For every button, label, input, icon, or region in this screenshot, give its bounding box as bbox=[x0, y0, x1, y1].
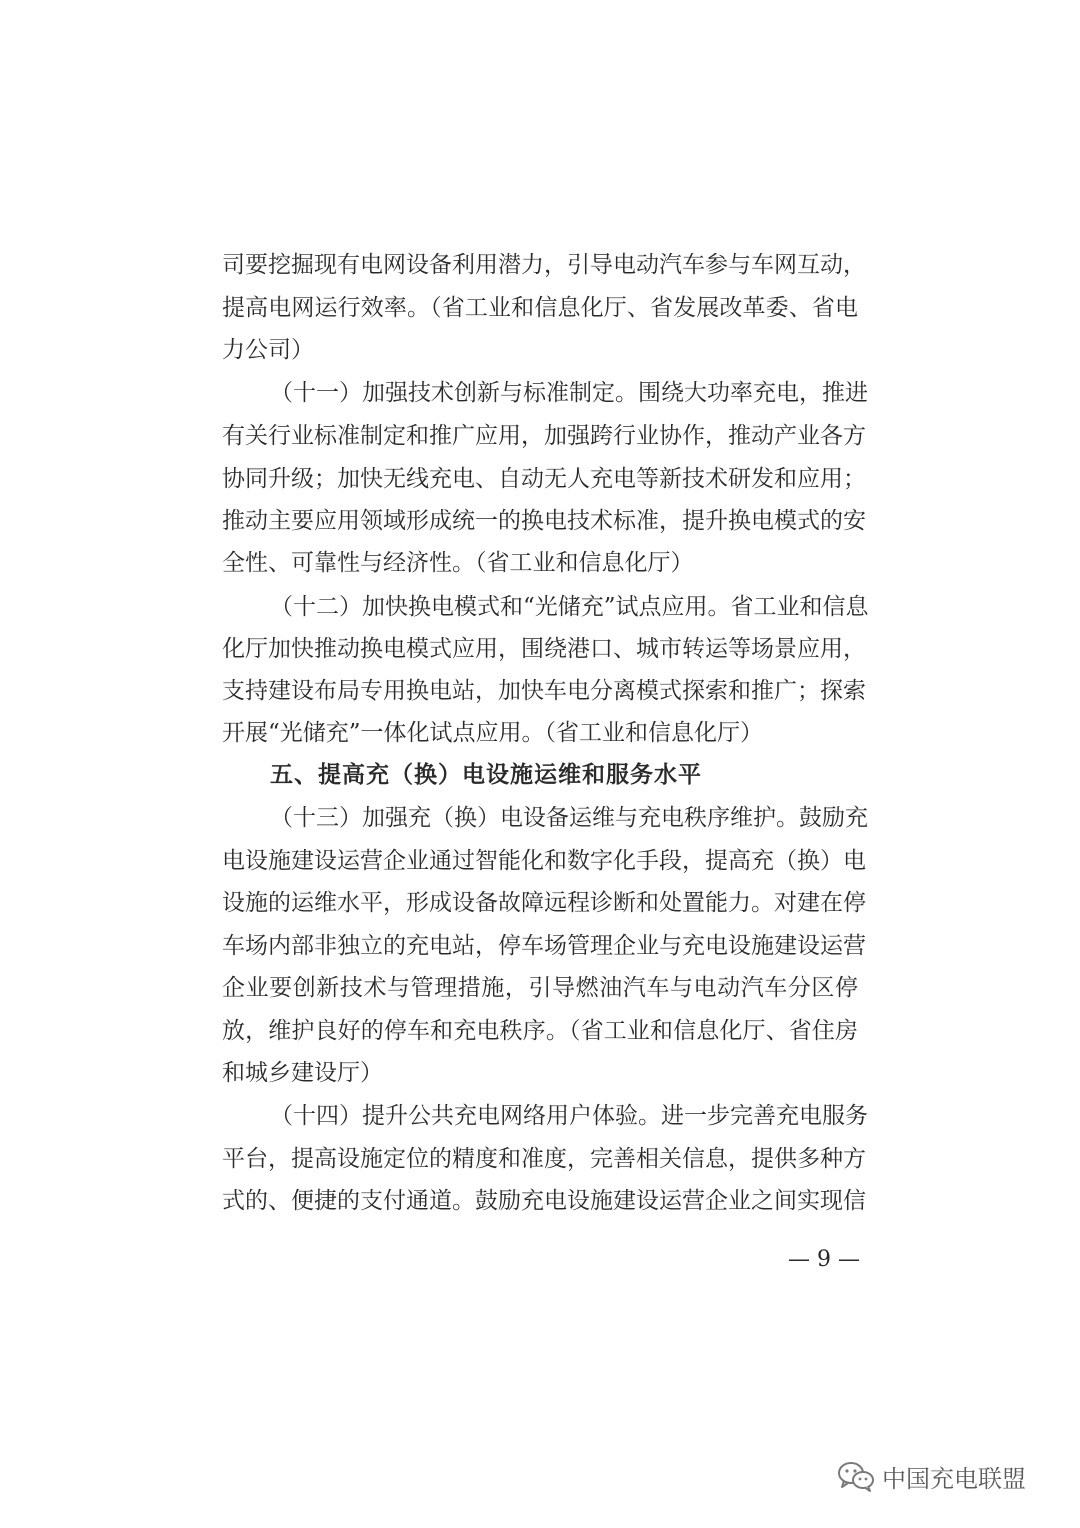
paragraph-line: 化厅加快推动换电模式应用，围绕港口、城市转运等场景应用， bbox=[222, 636, 866, 662]
paragraph-line: （十三）加强充（换）电设备运维与充电秩序维护。鼓励充 bbox=[270, 805, 868, 831]
wechat-icon bbox=[836, 1460, 876, 1492]
paragraph-line: 和城乡建设厅） bbox=[222, 1060, 383, 1086]
paragraph-line: 放，维护良好的停车和充电秩序。（省工业和信息化厅、省住房 bbox=[222, 1018, 858, 1044]
paragraph-line: 力公司） bbox=[222, 337, 314, 363]
paragraph-line: 企业要创新技术与管理措施，引导燃油汽车与电动汽车分区停 bbox=[222, 975, 858, 1001]
paragraph-line: 车场内部非独立的充电站，停车场管理企业与充电设施建设运营 bbox=[222, 933, 866, 959]
paragraph-line: 司要挖掘现有电网设备利用潜力，引导电动汽车参与车网互动， bbox=[222, 252, 866, 278]
paragraph-line: 全性、可靠性与经济性。（省工业和信息化厅） bbox=[222, 550, 694, 576]
paragraph-line: 设施的运维水平，形成设备故障远程诊断和处置能力。对建在停 bbox=[222, 890, 866, 916]
section-heading: 五、提高充（换）电设施运维和服务水平 bbox=[270, 762, 702, 788]
paragraph-line: （十一）加强技术创新与标准制定。围绕大功率充电，推进 bbox=[270, 380, 868, 406]
paragraph-line: 平台，提高设施定位的精度和准度，完善相关信息，提供多种方 bbox=[222, 1146, 866, 1172]
paragraph-line: 协同升级；加快无线充电、自动无人充电等新技术研发和应用； bbox=[222, 466, 866, 492]
watermark bbox=[836, 1454, 1026, 1498]
paragraph-line: 推动主要应用领域形成统一的换电技术标准，提升换电模式的安 bbox=[222, 508, 866, 534]
paragraph-line: （十二）加快换电模式和“光储充”试点应用。省工业和信息 bbox=[270, 594, 869, 620]
paragraph-line: 支持建设布局专用换电站，加快车电分离模式探索和推广；探索 bbox=[222, 678, 866, 704]
paragraph-line: （十四）提升公共充电网络用户体验。进一步完善充电服务 bbox=[270, 1103, 868, 1129]
watermark-text: 中国充电联盟 bbox=[882, 1464, 1026, 1493]
paragraph-line: 电设施建设运营企业通过智能化和数字化手段，提高充（换）电 bbox=[222, 848, 866, 874]
paragraph-line: 有关行业标准制定和推广应用，加强跨行业协作，推动产业各方 bbox=[222, 423, 866, 449]
paragraph-line: 式的、便捷的支付通道。鼓励充电设施建设运营企业之间实现信 bbox=[222, 1188, 866, 1214]
paragraph-line: 开展“光储充”一体化试点应用。（省工业和信息化厅） bbox=[222, 720, 764, 746]
page-number: — 9 — bbox=[788, 1247, 860, 1272]
paragraph-line: 提高电网运行效率。（省工业和信息化厅、省发展改革委、省电 bbox=[222, 295, 858, 321]
